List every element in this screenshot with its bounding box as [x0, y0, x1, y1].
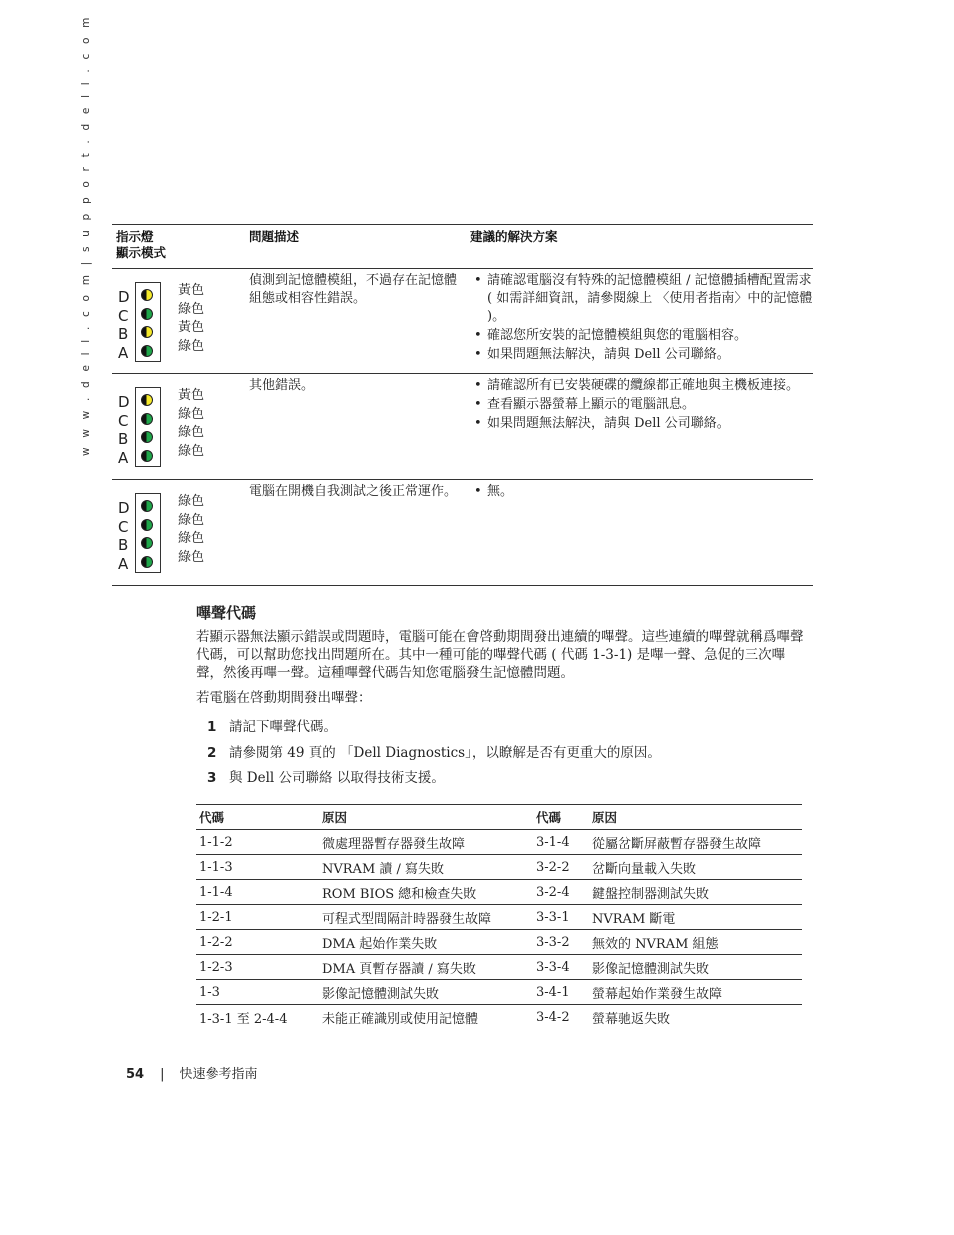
problem-description: 偵測到記憶體模組，不過存在記憶體組態或相容性錯誤。 — [249, 273, 458, 306]
light-color-label: 綠色 — [178, 531, 205, 546]
table-row — [196, 955, 802, 980]
light-D-green-icon — [141, 500, 153, 512]
solution-item: • 查看顯示器螢幕上顯示的電腦訊息。 — [474, 396, 814, 414]
step-text: 請記下嗶聲代碼。 — [229, 719, 337, 735]
light-letter: A — [118, 554, 129, 573]
diagnostic-light-panel — [135, 387, 161, 467]
beep-code-cell: 1-1-2 — [196, 830, 319, 855]
beep-code-cell: 3-3-4 — [533, 955, 589, 980]
solution-item: • 請確認所有已安裝硬碟的纜線都正確地與主機板連接。 — [474, 377, 814, 395]
beep-cause-cell: DMA 起始作業失敗 — [319, 930, 533, 955]
light-color-label: 黃色 — [178, 388, 205, 403]
step-text: 與 Dell 公司聯絡 以取得技術支援。 — [229, 770, 445, 786]
light-A-green-icon — [141, 556, 153, 568]
light-B-green-icon — [141, 431, 153, 443]
beep-code-cell: 3-3-1 — [533, 905, 589, 930]
beep-code-cell: 3-2-2 — [533, 855, 589, 880]
beep-cause-cell: 螢幕驰返失敗 — [592, 1011, 671, 1027]
table-header — [112, 224, 813, 269]
beep-cause-cell: ROM BIOS 總和檢查失敗 — [319, 880, 533, 905]
beep-code-cell: 1-2-2 — [196, 930, 319, 955]
solution-item: • 如果問題無法解決，請與 Dell 公司聯絡。 — [474, 415, 814, 433]
solution-item: • 無。 — [474, 483, 814, 501]
beep-code-cell: 1-1-4 — [196, 880, 319, 905]
solution-list — [474, 272, 814, 365]
light-color-label: 綠色 — [178, 443, 205, 459]
beep-cause-cell: DMA 頁暫存器讀 / 寫失敗 — [319, 955, 533, 980]
light-color-label: 綠色 — [178, 512, 205, 528]
beep-cause-cell: 鍵盤控制器測試失敗 — [589, 880, 802, 905]
table-row — [196, 930, 802, 955]
footer-title: 快速參考指南 — [179, 1067, 258, 1082]
light-letter: D — [118, 393, 130, 411]
beep-cause-cell: 岔斷向量載入失敗 — [589, 855, 802, 880]
col-cause-2: 原因 — [589, 805, 802, 830]
page-number: 54 — [126, 1067, 145, 1082]
beep-cause-cell: 未能正確識別或使用記憶體 — [322, 1011, 479, 1027]
light-C-green-icon — [141, 413, 153, 425]
light-letter: C — [118, 306, 129, 325]
solution-item: • 確認您所安裝的記憶體模組與您的電腦相容。 — [474, 327, 814, 345]
beep-code-cell: 1-1-3 — [196, 855, 319, 880]
side-url-text: w w w . d e l l . c o m | s u p p o r t . d e l l . c o m — [80, 14, 92, 456]
table-row — [196, 830, 802, 855]
table-row — [112, 269, 813, 374]
light-D-yellow-icon — [141, 289, 153, 301]
header-line2: 顯示模式 — [116, 245, 167, 260]
col-cause-1: 原因 — [319, 805, 533, 830]
beep-code-table — [196, 804, 802, 1029]
beep-code-cell: 1-3 — [196, 980, 319, 1005]
light-A-green-icon — [141, 450, 153, 462]
beep-cause-cell: 可程式型間隔計時器發生故障 — [319, 905, 533, 930]
solution-list — [474, 483, 814, 502]
table-row — [112, 480, 813, 586]
header-line1: 指示燈 — [116, 229, 154, 244]
solution-list — [474, 377, 814, 434]
header-light-pattern — [116, 229, 166, 261]
table-row — [196, 980, 802, 1005]
step-1 — [207, 715, 337, 735]
beep-lead-text: 若電腦在啓動期間發出嗶聲： — [196, 690, 372, 706]
solution-item: • 如果問題無法解決，請與 Dell 公司聯絡。 — [474, 346, 814, 364]
light-color-label: 綠色 — [178, 301, 205, 317]
beep-cause-cell: 螢幕起始作業發生故障 — [589, 980, 802, 1005]
header-description: 問題描述 — [249, 229, 300, 244]
beep-codes-heading: 嗶聲代碼 — [196, 604, 257, 622]
light-color-label: 綠色 — [178, 338, 205, 354]
beep-code-cell: 3-3-2 — [533, 930, 589, 955]
light-letter: A — [118, 343, 129, 362]
light-letter: B — [118, 430, 129, 448]
step-text: 請參閱第 49 頁的 「Dell Diagnostics」，以瞭解是否有更重大的原因。 — [229, 745, 661, 761]
table-row — [112, 374, 813, 480]
beep-cause-cell: 微處理器暫存器發生故障 — [319, 830, 533, 855]
light-letter: B — [118, 536, 129, 554]
diagnostic-light-panel — [135, 493, 161, 573]
light-color-label: 綠色 — [178, 406, 205, 422]
table-row — [196, 880, 802, 905]
beep-cause-cell: NVRAM 斷電 — [589, 905, 802, 930]
beep-code-cell: 1-3-1 至 2-4-4 — [199, 1011, 288, 1027]
light-letter: D — [118, 288, 130, 306]
beep-cause-cell: 影像記憶體測試失敗 — [319, 980, 533, 1005]
problem-description: 其他錯誤。 — [249, 378, 315, 393]
table-row — [196, 905, 802, 930]
solution-item: • 請確認電腦沒有特殊的記憶體模組 / 記憶體插槽配置需求 ( 如需詳細資訊，請參閱線上 〈使用者指南〉中的記憶體 )。 — [474, 272, 814, 326]
light-color-label: 綠色 — [178, 425, 205, 440]
light-color-label: 綠色 — [178, 494, 205, 509]
beep-code-cell: 1-2-3 — [196, 955, 319, 980]
beep-code-cell: 3-4-2 — [536, 1009, 570, 1025]
beep-cause-cell: 從屬岔斷屏蔽暫存器發生故障 — [589, 830, 802, 855]
light-color-label: 綠色 — [178, 549, 205, 565]
page-footer — [126, 1063, 258, 1082]
light-letter: B — [118, 325, 129, 343]
col-code-1: 代碼 — [196, 805, 319, 830]
beep-code-cell: 1-2-1 — [196, 905, 319, 930]
light-letter: C — [118, 517, 129, 536]
beep-cause-cell: 影像記憶體測試失敗 — [589, 955, 802, 980]
beep-code-cell: 3-1-4 — [533, 830, 589, 855]
col-code-2: 代碼 — [533, 805, 589, 830]
step-2 — [207, 741, 661, 761]
light-C-green-icon — [141, 308, 153, 320]
light-letter: D — [118, 499, 130, 517]
light-B-green-icon — [141, 537, 153, 549]
light-color-label: 黃色 — [178, 283, 205, 298]
light-A-green-icon — [141, 345, 153, 357]
light-D-yellow-icon — [141, 394, 153, 406]
light-B-yellow-icon — [141, 326, 153, 338]
step-number: 3 — [207, 770, 217, 786]
beep-code-cell: 3-4-1 — [533, 980, 589, 1005]
beep-code-cell: 3-2-4 — [533, 880, 589, 905]
beep-cause-cell: 無效的 NVRAM 組態 — [589, 930, 802, 955]
light-color-label: 黃色 — [178, 320, 205, 335]
light-C-green-icon — [141, 519, 153, 531]
step-3 — [207, 766, 445, 786]
problem-description: 電腦在開機自我測試之後正常運作。 — [249, 484, 458, 499]
beep-cause-cell: NVRAM 讀 / 寫失敗 — [319, 855, 533, 880]
table-row — [196, 1005, 802, 1030]
beep-intro-paragraph: 若顯示器無法顯示錯誤或問題時，電腦可能在會啓動期間發出連續的嗶聲。這些連續的嗶聲就稱爲嗶聲代碼，可以幫助您找出問題所在。其中一種可能的嗶聲代碼 ( 代碼 1-3-1) 是嗶一聲、急促的三次嗶聲，然後再嗶一聲。這種嗶聲代碼告知您電腦發生記憶體問題。 — [196, 629, 804, 681]
step-number: 2 — [207, 745, 217, 761]
light-letter: C — [118, 411, 129, 430]
diagnostic-light-panel — [135, 282, 161, 362]
diagnostic-lights-table — [112, 224, 813, 586]
step-number: 1 — [207, 719, 217, 735]
table-row — [196, 855, 802, 880]
header-solution: 建議的解決方案 — [470, 229, 558, 244]
light-letter: A — [118, 448, 129, 467]
footer-separator: | — [160, 1067, 165, 1082]
